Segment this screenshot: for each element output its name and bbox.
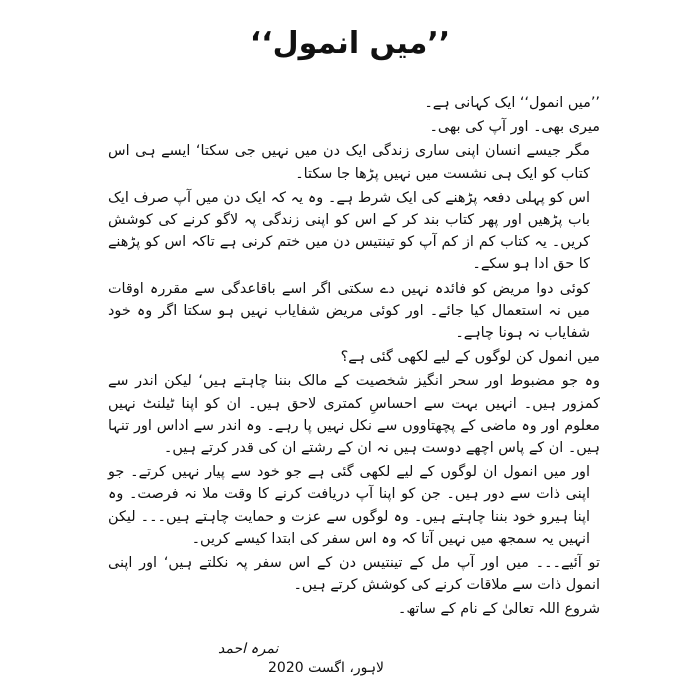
paragraph: کوئی دوا مریض کو فائدہ نہیں دے سکتی اگر اسے باقاعدگی سے مقررہ اوقات میں نہ استعمال کیا جائے۔ اور کوئی مریض شفایاب نہیں ہو سکتا اگر وہ خود شفایاب نہ ہونا چاہے۔	[108, 280, 590, 342]
paragraph: مگر جیسے انسان اپنی ساری زندگی ایک دن میں نہیں جی سکتا‘ ایسے ہی اس کتاب کو ایک ہی نشست میں نہیں پڑھا جا سکتا۔	[108, 143, 590, 182]
paragraph: وہ جو مضبوط اور سحر انگیز شخصیت کے مالک بننا چاہتے ہیں‘ لیکن اندر سے کمزور ہیں۔ انہیں بہت سے احساسِ کمتری لاحق ہیں۔ ان کو اپنا ٹیلنٹ نہیں معلوم اور وہ ماضی کے پچھتاووں سے نکل نہیں پا رہے۔ وہ اندر سے اداس اور تنہا ہیں۔ ان کے پاس اچھے دوست ہیں نہ ان کے رشتے ان کی قدر کرتے ہیں۔	[108, 373, 600, 457]
paragraph: ’’میں انمول‘‘ ایک کہانی ہے۔	[424, 95, 600, 111]
author-signature: نمرہ احمد	[218, 641, 279, 657]
paragraph: تو آئیے۔۔۔ میں اور آپ مل کے تینتیس دن کے اس سفر پہ نکلتے ہیں‘ اور اپنی انمول ذات سے ملاقات کرنے کی کوشش کرتے ہیں۔	[108, 555, 600, 594]
document-body	[108, 92, 600, 623]
paragraph: اور میں انمول ان لوگوں کے لیے لکھی گئی ہے جو خود سے پیار نہیں کرتے۔ جو اپنی ذات سے دور ہیں۔ جن کو اپنا آپ دریافت کرنے کا وقت ملا نہ فرصت۔ وہ اپنا ہیرو خود بننا چاہتے ہیں۔ وہ لوگوں سے عزت و حمایت چاہتے ہیں۔۔۔ لیکن انہیں یہ سمجھ میں نہیں آتا کہ وہ اس سفر کی ابتدا کیسے کریں۔	[108, 464, 590, 547]
paragraph: میں انمول کن لوگوں کے لیے لکھی گئی ہے؟	[340, 349, 600, 366]
page-title: ’’میں انمول‘‘	[249, 26, 451, 61]
paragraph: اس کو پہلی دفعہ پڑھنے کی ایک شرط ہے۔ وہ یہ کہ ایک دن میں آپ صرف ایک باب پڑھیں اور پھر کتاب بند کر کے اس کو اپنی زندگی پہ لاگو کرنے کی کوشش کریں۔ یہ کتاب کم از کم آپ کو تینتیس دن میں ختم کرنی ہے تاکہ اس کو پڑھنے کا حق ادا ہو سکے۔	[108, 189, 590, 273]
place-and-date: لاہور، اگست 2020	[268, 660, 385, 676]
paragraph: شروع اللہ تعالیٰ کے نام کے ساتھ۔	[397, 601, 600, 618]
paragraph: میری بھی۔ اور آپ کی بھی۔	[429, 119, 600, 136]
